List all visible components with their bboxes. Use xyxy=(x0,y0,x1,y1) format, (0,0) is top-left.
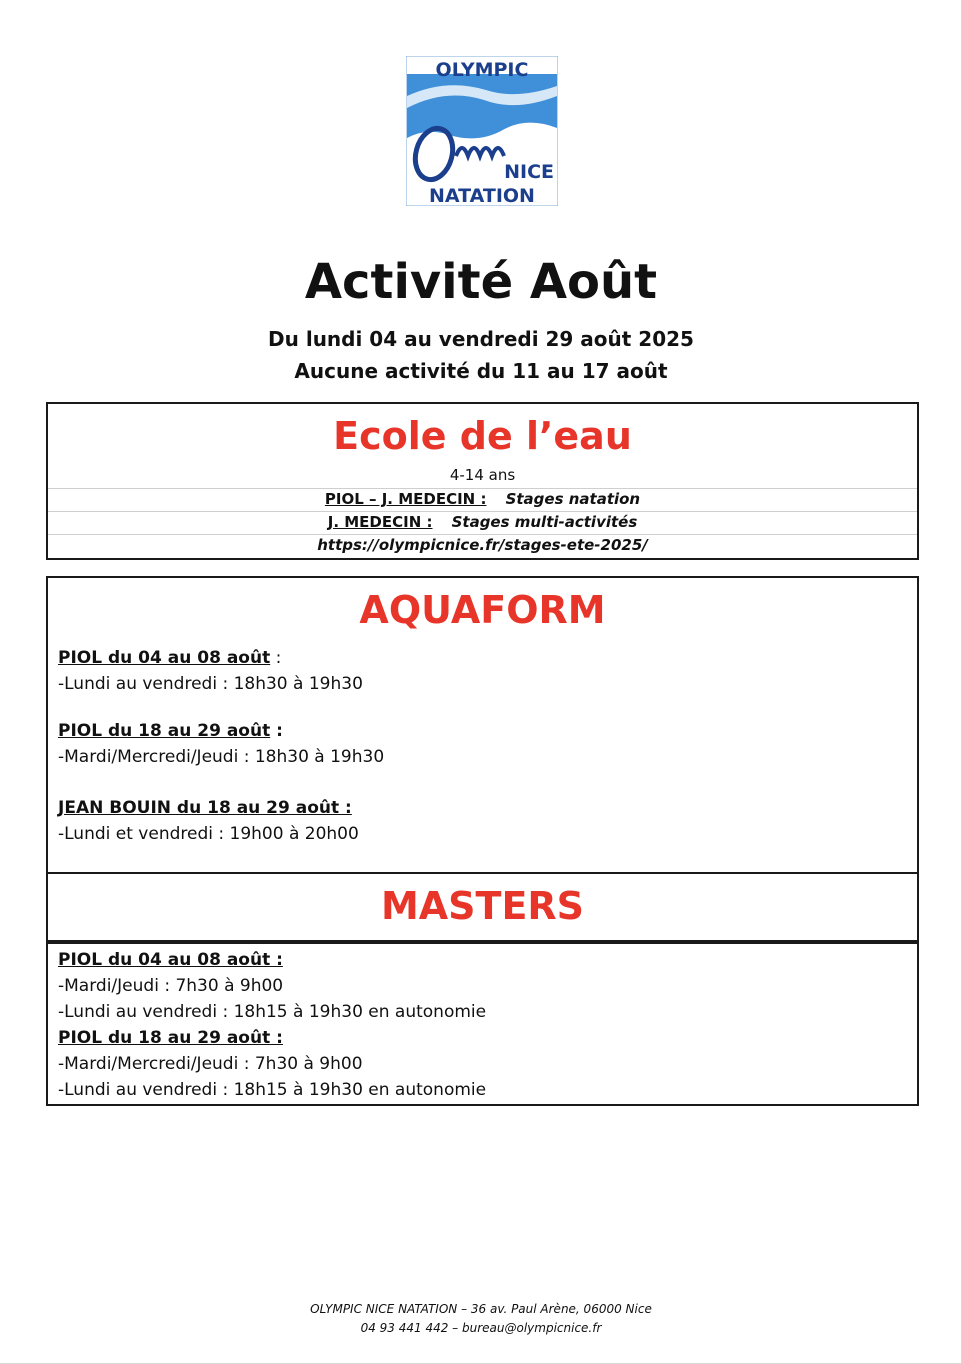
aquaform-schedule-line: -Lundi au vendredi : 18h30 à 19h30 xyxy=(58,674,363,694)
logo-text-olympic: OLYMPIC xyxy=(435,59,529,81)
aquaform-section xyxy=(46,576,919,874)
ecole-stages-multi: Stages multi-activités xyxy=(451,513,638,531)
divider xyxy=(48,534,917,535)
ecole-age: 4-14 ans xyxy=(449,466,516,484)
ecole-title: Ecole de l’eau xyxy=(333,414,632,458)
ecole-stages-natation: Stages natation xyxy=(505,490,641,508)
divider xyxy=(48,488,917,489)
no-activity-notice: Aucune activité du 11 au 17 août xyxy=(294,359,668,383)
ecole-row-natation xyxy=(48,490,917,508)
olympic-nice-natation-logo xyxy=(406,56,558,206)
masters-schedule-line: -Lundi au vendredi : 18h15 à 19h30 en autonomie xyxy=(58,1002,487,1022)
aquaform-title: AQUAFORM xyxy=(359,588,606,632)
masters-schedule-line: -Mardi/Jeudi : 7h30 à 9h00 xyxy=(58,976,284,996)
ecole-place-piol-medecin: PIOL – J. MEDECIN : xyxy=(324,490,487,508)
masters-schedule-line: -Mardi/Mercredi/Jeudi : 7h30 à 9h00 xyxy=(58,1054,363,1074)
aquaform-block-heading: PIOL du 04 au 08 août : xyxy=(58,648,282,668)
logo-text-natation: NATATION xyxy=(429,185,535,206)
ecole-place-medecin: J. MEDECIN : xyxy=(327,513,433,531)
aquaform-schedule-line: -Lundi et vendredi : 19h00 à 20h00 xyxy=(58,824,359,844)
ecole-link[interactable]: https://olympicnice.fr/stages-ete-2025/ xyxy=(317,536,648,554)
page-title: Activité Août xyxy=(304,254,658,310)
aquaform-block-heading: JEAN BOUIN du 18 au 29 août : xyxy=(58,798,352,818)
masters-schedule-line: -Lundi au vendredi : 18h15 à 19h30 en autonomie xyxy=(58,1080,487,1100)
divider xyxy=(48,511,917,512)
masters-title: MASTERS xyxy=(380,884,585,928)
masters-header xyxy=(46,872,919,942)
ecole-section xyxy=(46,402,919,560)
logo-text-nice: NICE xyxy=(504,161,554,183)
aquaform-schedule-line: -Mardi/Mercredi/Jeudi : 18h30 à 19h30 xyxy=(58,747,385,767)
footer-address: OLYMPIC NICE NATATION – 36 av. Paul Arène, 06000 Nice xyxy=(310,1302,652,1316)
footer-contact: 04 93 441 442 – bureau@olympicnice.fr xyxy=(360,1321,602,1335)
masters-block-heading: PIOL du 04 au 08 août : xyxy=(58,950,283,970)
ecole-row-multi xyxy=(48,513,917,531)
aquaform-block-heading: PIOL du 18 au 29 août : xyxy=(58,721,283,741)
masters-section xyxy=(46,942,919,1106)
masters-block-heading: PIOL du 18 au 29 août : xyxy=(58,1028,283,1048)
date-range: Du lundi 04 au vendredi 29 août 2025 xyxy=(268,327,694,351)
